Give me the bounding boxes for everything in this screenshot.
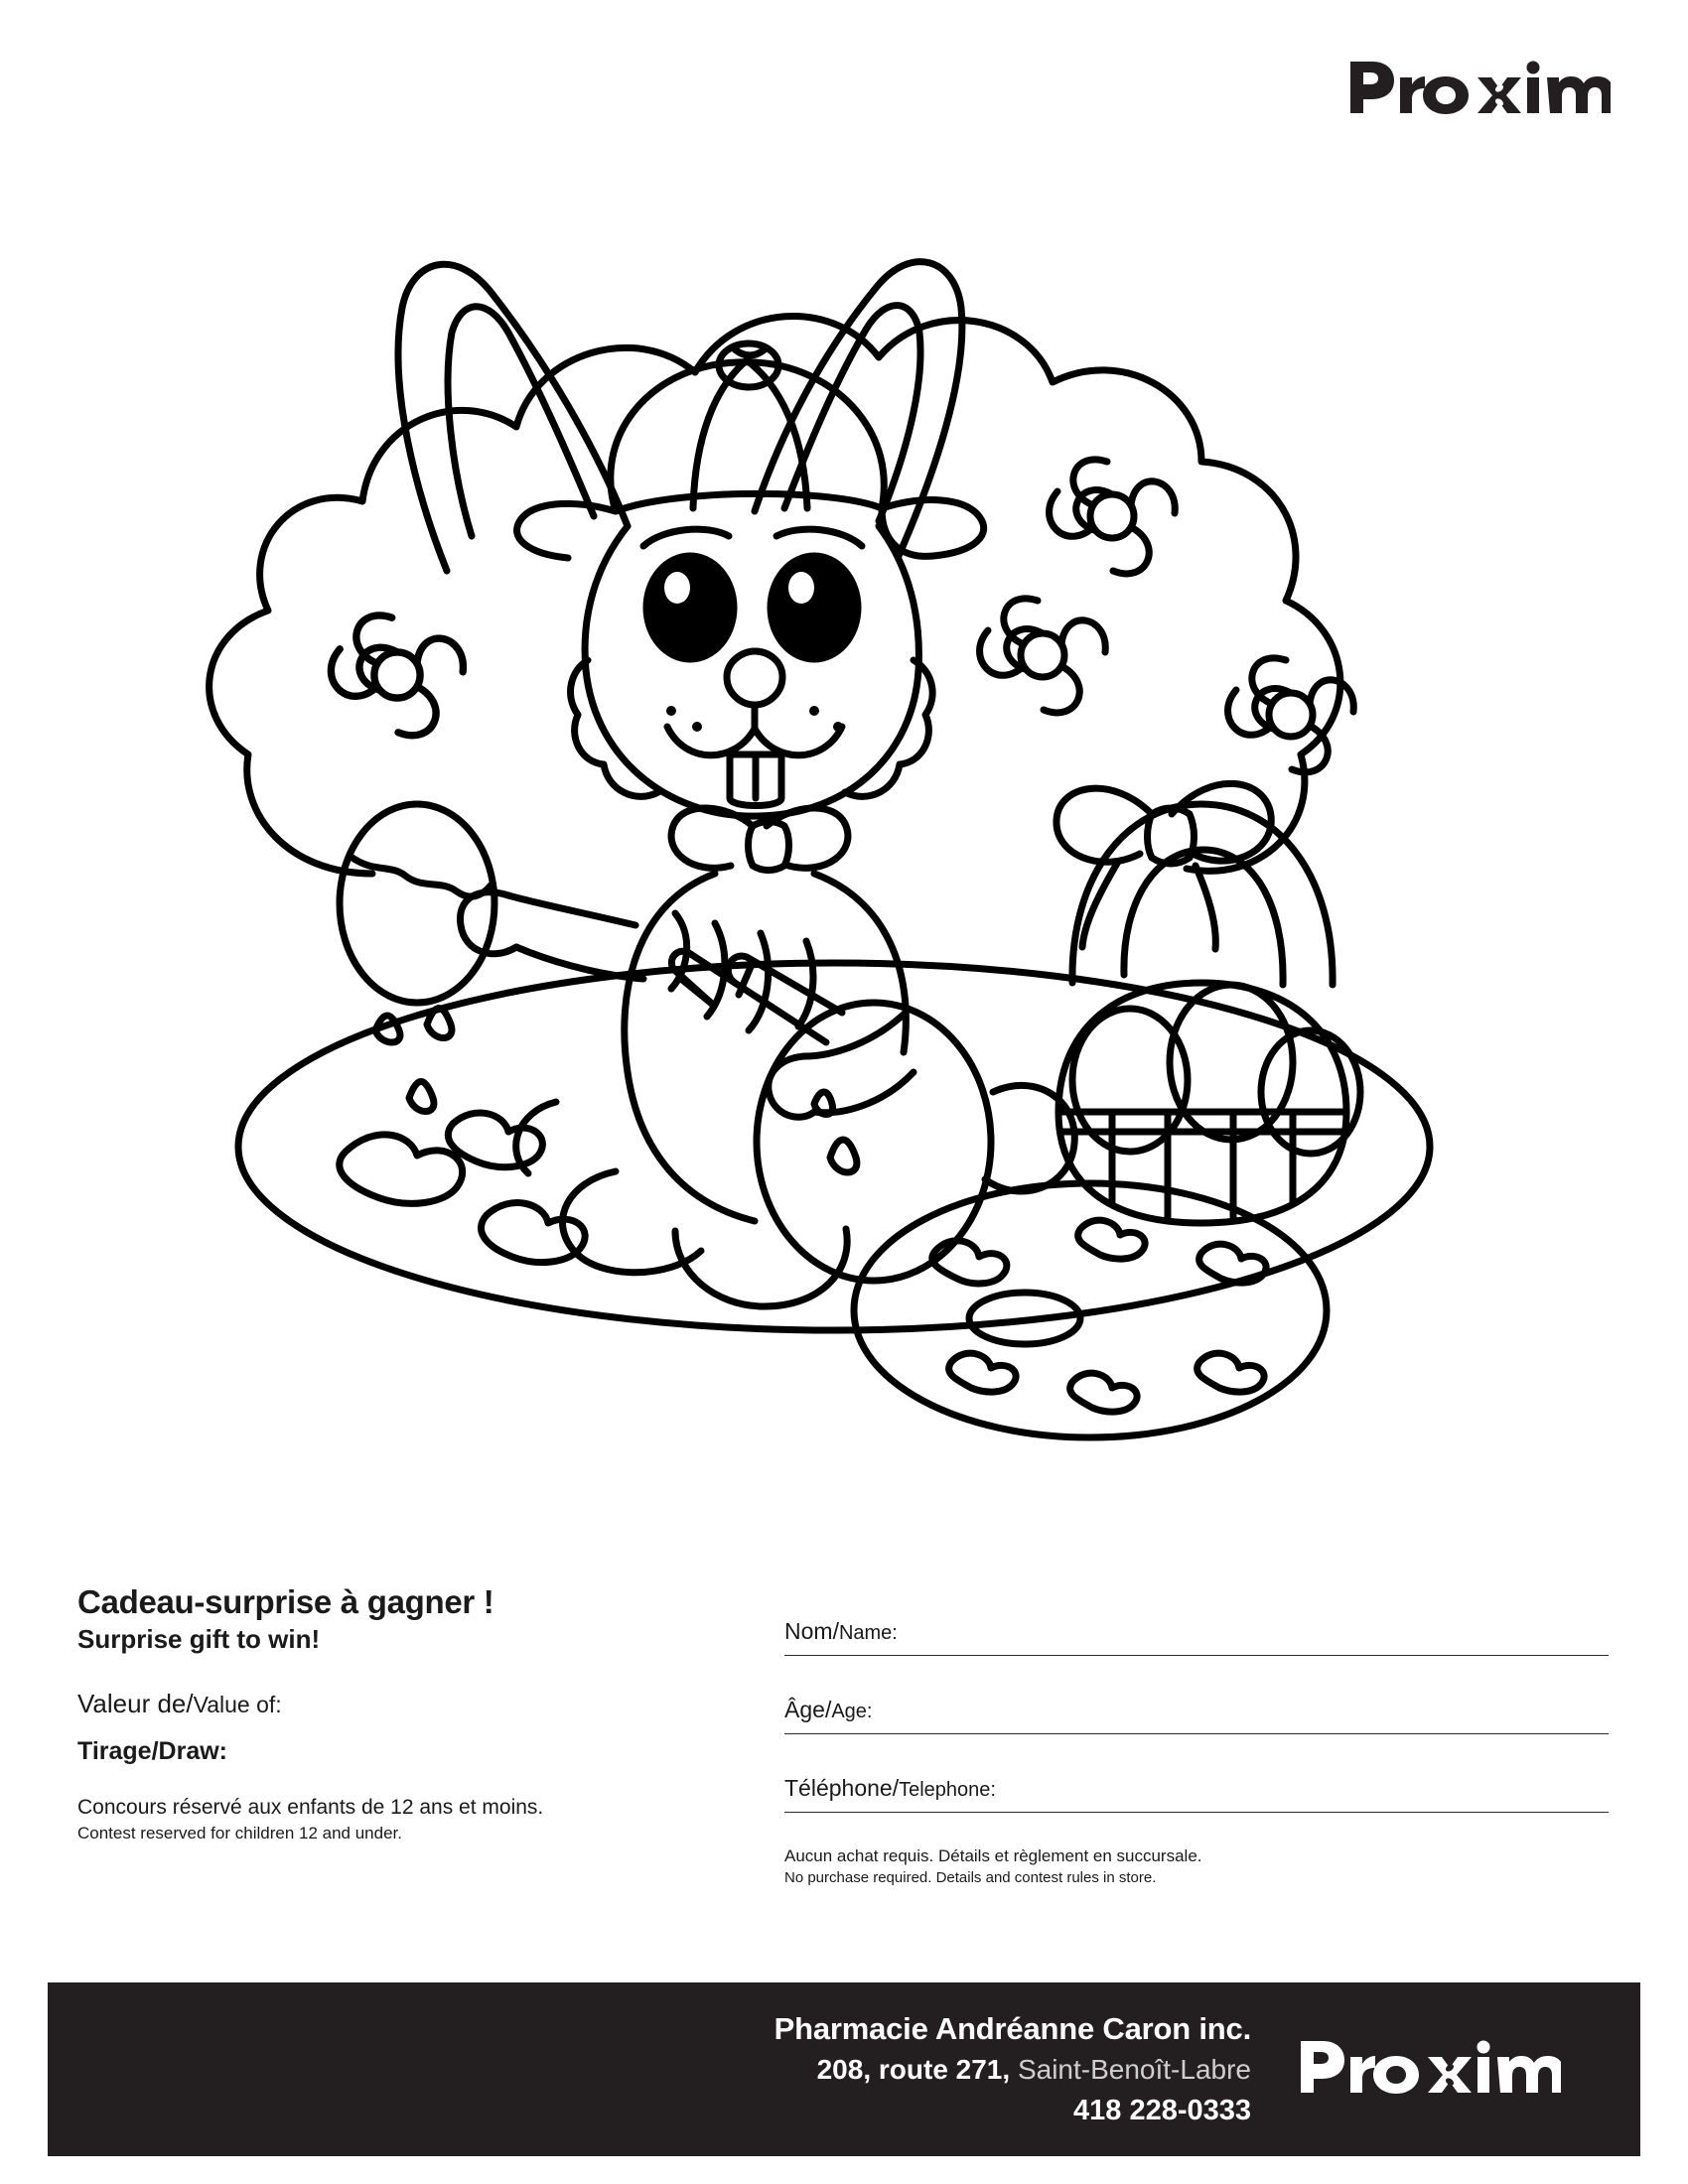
prize-draw-line [77, 1737, 723, 1766]
pharmacy-phone: 418 228-0333 [1073, 2094, 1251, 2126]
form-label-telephone-separator: / [892, 1775, 900, 1801]
form-label-age-fr: Âge [784, 1697, 825, 1722]
prize-title-fr: Cadeau-surprise à gagner ! [77, 1583, 494, 1620]
telephone-input[interactable] [1023, 1764, 1609, 1806]
legal-disclaimer [784, 1846, 1609, 1886]
prize-value-label-fr: Valeur de [77, 1688, 187, 1718]
form-label-name [784, 1618, 898, 1645]
proxim-logo-header [1342, 48, 1611, 127]
prize-draw-separator: / [151, 1736, 159, 1765]
form-label-age-en: Age: [831, 1701, 873, 1722]
name-input[interactable] [1023, 1607, 1609, 1649]
form-field-age[interactable] [784, 1670, 1609, 1734]
prize-value-line [77, 1689, 723, 1719]
form-field-telephone[interactable] [784, 1748, 1609, 1813]
form-label-telephone-en: Telephone: [899, 1779, 996, 1801]
form-label-name-separator: / [832, 1618, 839, 1644]
pharmacy-address-street: 208, route 271, [816, 2053, 1011, 2085]
form-field-name[interactable] [784, 1591, 1609, 1656]
prize-value-label-en: Value of: [193, 1691, 282, 1717]
age-input[interactable] [1023, 1686, 1609, 1727]
prize-title-en: Surprise gift to win! [77, 1623, 321, 1654]
contest-info-area [0, 1583, 1688, 1891]
prize-draw-label-fr: Tirage [77, 1736, 152, 1765]
prize-draw-label-en: Draw: [158, 1736, 227, 1765]
contest-rules-fr: Concours réservé aux enfants de 12 ans et moins. [77, 1795, 544, 1819]
form-label-telephone [784, 1775, 996, 1802]
disclaimer-en: No purchase required. Details and contest rules in store. [784, 1869, 1157, 1886]
prize-info [77, 1583, 723, 1843]
proxim-logo-footer [1293, 2027, 1640, 2112]
form-label-telephone-fr: Téléphone [784, 1775, 893, 1801]
footer-bar [48, 1982, 1640, 2156]
form-label-name-en: Name: [838, 1622, 898, 1644]
form-label-name-fr: Nom [784, 1618, 833, 1644]
coloring-illustration [119, 119, 1569, 1569]
entry-form [784, 1591, 1609, 1886]
contest-rules-en: Contest reserved for children 12 and under. [77, 1823, 402, 1843]
pharmacy-address-city: Saint-Benoît-Labre [1017, 2053, 1251, 2085]
pharmacy-address [774, 2052, 1251, 2089]
form-label-age [784, 1697, 872, 1723]
prize-value-separator: / [186, 1688, 194, 1718]
form-label-age-separator: / [824, 1697, 832, 1722]
disclaimer-fr: Aucun achat requis. Détails et règlement en succursale. [784, 1846, 1202, 1865]
pharmacy-name: Pharmacie Andréanne Caron inc. [774, 2010, 1251, 2046]
pharmacy-contact [774, 2009, 1293, 2129]
